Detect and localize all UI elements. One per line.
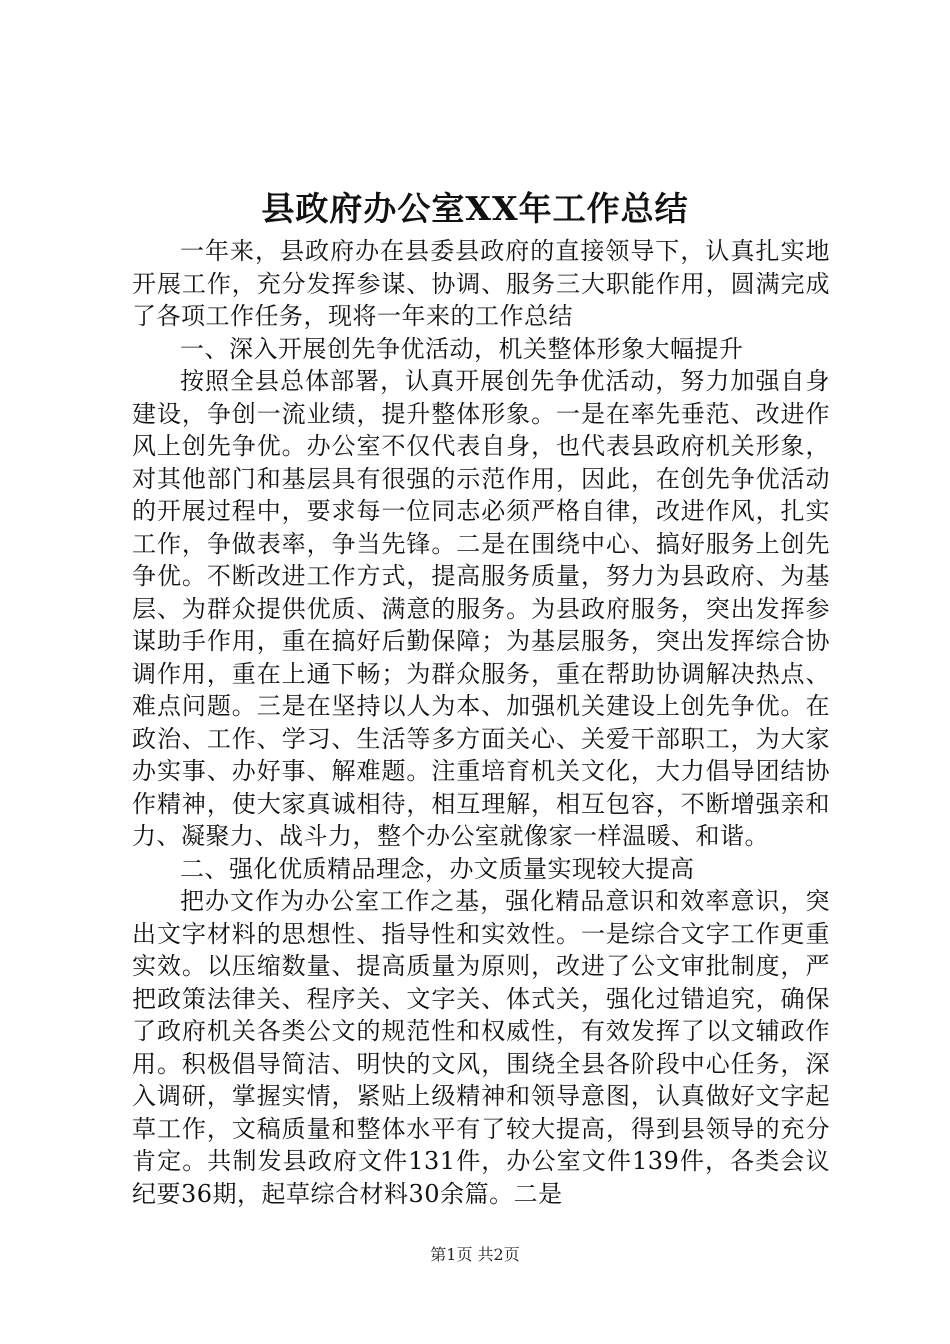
- paragraph-intro: 一年来，县政府办在县委县政府的直接领导下，认真扎实地开展工作，充分发挥参谋、协调、服务三大职能作用，圆满完成了各项工作任务，现将一年来的工作总结: [132, 237, 830, 330]
- section-heading-1: 一、深入开展创先争优活动，机关整体形象大幅提升: [180, 334, 744, 363]
- document-body: [132, 235, 830, 1210]
- document-title: 县政府办公室XX年工作总结: [261, 189, 689, 228]
- paragraph-section-1: 按照全县总体部署，认真开展创先争优活动，努力加强自身建设，争创一流业绩，提升整体形象。一是在率先垂范、改进作风上创先争优。办公室不仅代表自身，也代表县政府机关形象，对其他部门和基层具有很强的示范作用，因此，在创先争优活动的开展过程中，要求每一位同志必须严格自律，改进作风，扎实工作，争做表率，争当先锋。二是在围绕中心、搞好服务上创先争优。不断改进工作方式，提高服务质量，努力为县政府、为基层、为群众提供优质、满意的服务。为县政府服务，突出发挥参谋助手作用，重在搞好后勤保障；为基层服务，突出发挥综合协调作用，重在上通下畅；为群众服务，重在帮助协调解决热点、难点问题。三是在坚持以人为本、加强机关建设上创先争优。在政治、工作、学习、生活等多方面关心、关爱干部职工，为大家办实事、办好事、解难题。注重培育机关文化，大力倡导团结协作精神，使大家真诚相待，相互理解，相互包容，不断增强亲和力、凝聚力、战斗力，整个办公室就像家一样温暖、和谐。: [132, 367, 830, 850]
- section-heading-2: 二、强化优质精品理念，办文质量实现较大提高: [180, 854, 695, 883]
- page-number-footer: 第1页 共2页: [430, 1245, 520, 1264]
- paragraph-section-2: 把办文作为办公室工作之基，强化精品意识和效率意识，突出文字材料的思想性、指导性和实效性。一是综合文字工作更重实效。以压缩数量、提高质量为原则，改进了公文审批制度，严把政策法律关、程序关、文字关、体式关，强化过错追究，确保了政府机关各类公文的规范性和权威性，有效发挥了以文辅政作用。积极倡导简洁、明快的文风，围绕全县各阶段中心任务，深入调研，掌握实情，紧贴上级精神和领导意图，认真做好文字起草工作，文稿质量和整体水平有了较大提高，得到县领导的充分肯定。共制发县政府文件131件，办公室文件139件，各类会议纪要36期，起草综合材料30余篇。二是: [132, 887, 830, 1208]
